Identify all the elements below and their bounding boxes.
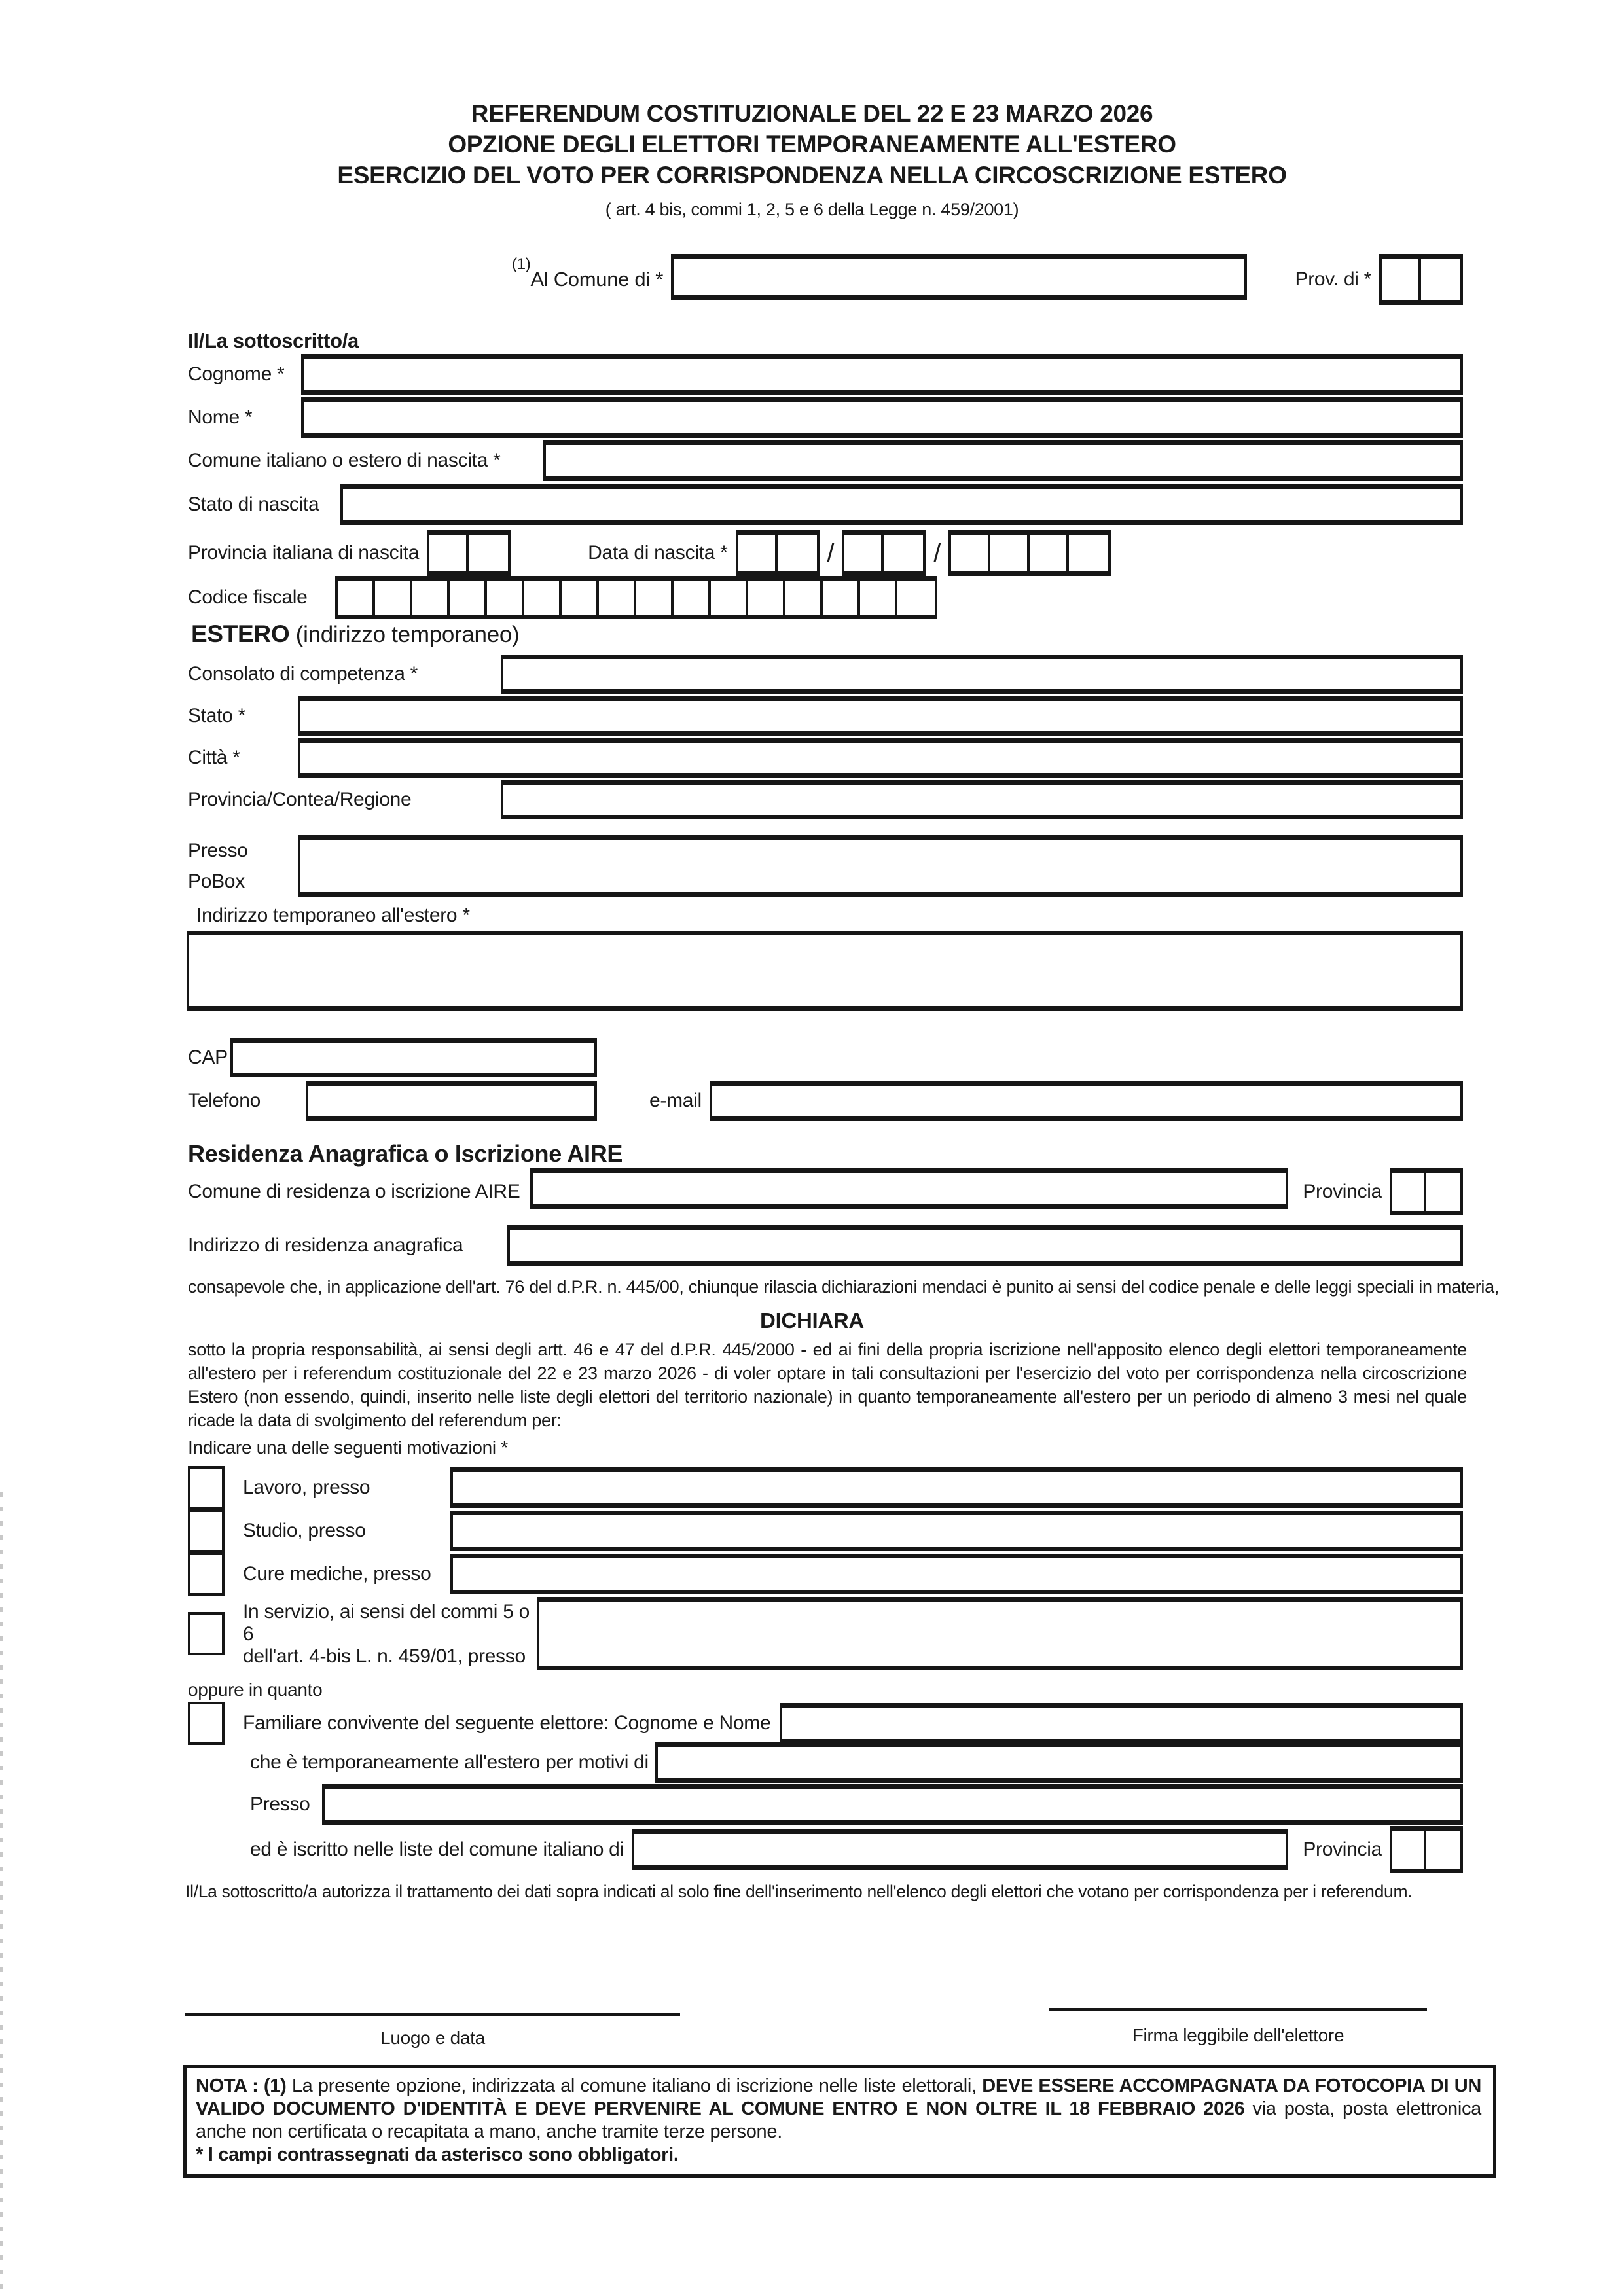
prov-di-label: Prov. di * — [1295, 268, 1371, 290]
luogo-data-label: Luogo e data — [380, 2028, 485, 2048]
familiare-checkbox[interactable] — [188, 1702, 225, 1745]
motivazioni-intro: Indicare una delle seguenti motivazioni * — [188, 1437, 508, 1458]
stato-nascita-label: Stato di nascita — [188, 493, 319, 515]
estero-provincia-input[interactable] — [501, 780, 1463, 819]
cure-mediche-checkbox[interactable] — [188, 1552, 225, 1596]
studio-label: Studio, presso — [243, 1520, 366, 1541]
estero-provincia-label: Provincia/Contea/Regione — [188, 789, 412, 810]
char-cell[interactable] — [1392, 1831, 1426, 1869]
in-servizio-label-line2: dell'art. 4-bis L. n. 459/01, presso — [243, 1645, 526, 1667]
dichiarazione-text: sotto la propria responsabilità, ai sensi degli artt. 46 e 47 del d.P.R. 445/2000 - ed ai fini della propria iscrizione nell'apposito elenco degli elettori temporaneamente all'estero per i referendum costituzionale del 22 e 23 marzo 2026 - di voler optare in tali consultazioni per l'esercizio del voto per corrispondenza nella circoscrizione Estero (non essendo, quindi, inserito nelle liste degli elettori del territorio nazionale) in quanto temporaneamente all'estero per un periodo di almeno 3 mesi nel quale ricade la data di svolgimento del referendum per: — [188, 1340, 1467, 1430]
estero-stato-input[interactable] — [298, 696, 1463, 736]
in-servizio-label-line1: In servizio, ai sensi del commi 5 o 6 — [243, 1601, 530, 1645]
title-line-2: OPZIONE DEGLI ELETTORI TEMPORANEAMENTE ALL'ESTERO — [448, 131, 1176, 158]
iscritto-label: ed è iscritto nelle liste del comune italiano di — [250, 1839, 624, 1860]
char-cell[interactable] — [636, 581, 674, 615]
in-servizio-input[interactable] — [537, 1597, 1463, 1670]
nota-mandatory-fields: * I campi contrassegnati da asterisco sono obbligatori. — [196, 2144, 679, 2165]
comune-residenza-input[interactable] — [530, 1168, 1288, 1209]
char-cell[interactable] — [860, 581, 897, 615]
residenza-provincia-cells[interactable] — [1390, 1168, 1463, 1215]
char-cell[interactable] — [338, 581, 375, 615]
lavoro-input[interactable] — [450, 1467, 1463, 1508]
nota-bold-1: NOTA : (1) — [196, 2075, 287, 2096]
indirizzo-estero-label: Indirizzo temporaneo all'estero * — [196, 905, 470, 926]
iscritto-comune-input[interactable] — [632, 1829, 1288, 1870]
provincia-nascita-cells[interactable] — [427, 530, 511, 576]
presso-label: Presso — [188, 839, 248, 861]
char-cell[interactable] — [562, 581, 599, 615]
familiare-label: Familiare convivente del seguente elettore: Cognome e Nome — [243, 1712, 771, 1734]
consolato-input[interactable] — [501, 655, 1463, 694]
char-cell[interactable] — [785, 581, 823, 615]
familiare-cognome-nome-input[interactable] — [780, 1703, 1463, 1744]
comune-input[interactable] — [671, 254, 1247, 300]
char-cell[interactable] — [844, 535, 884, 571]
scan-edge-artifact — [0, 1492, 3, 2291]
data-nascita-giorno-cells[interactable] — [736, 530, 820, 576]
char-cell[interactable] — [469, 535, 508, 571]
telefono-input[interactable] — [306, 1081, 597, 1121]
char-cell[interactable] — [450, 581, 487, 615]
char-cell[interactable] — [599, 581, 636, 615]
char-cell[interactable] — [1426, 1173, 1460, 1211]
nome-input[interactable] — [301, 397, 1463, 438]
char-cell[interactable] — [1426, 1831, 1460, 1869]
prov-di-cells[interactable] — [1379, 254, 1463, 305]
nota-text-1: La presente opzione, indirizzata al comune italiano di iscrizione nelle liste elettorali, — [286, 2075, 983, 2096]
comune-residenza-label: Comune di residenza o iscrizione AIRE — [188, 1181, 520, 1202]
studio-input[interactable] — [450, 1511, 1463, 1551]
footnote-superscript: (1) — [512, 255, 531, 273]
in-servizio-checkbox[interactable] — [188, 1612, 225, 1655]
nome-label: Nome * — [188, 406, 253, 428]
premessa-text: consapevole che, in applicazione dell'art. 76 del d.P.R. n. 445/00, chiunque rilascia dichiarazioni mendaci è punito ai sensi del codice penale e delle leggi speciali in materia, — [188, 1277, 1500, 1297]
date-separator: / — [933, 538, 941, 567]
subscriber-heading: Il/La sottoscritto/a — [188, 329, 359, 352]
nota-bold-2: DEVE ESSERE ACCOMPAGNATA DA FOTOCOPIA DI UN VALIDO DOCUMENTO D'IDENTITÀ E DEVE PERVENIRE AL COMUNE ENTRO E NON OLTRE IL 18 FEBBRAIO 2026 — [196, 2075, 1481, 2119]
familiare-presso-label: Presso — [250, 1793, 310, 1815]
estero-stato-label: Stato * — [188, 705, 245, 726]
estero-motivi-input[interactable] — [655, 1742, 1463, 1783]
cognome-label: Cognome * — [188, 363, 285, 385]
data-nascita-label: Data di nascita * — [588, 542, 728, 564]
residenza-provincia-label: Provincia — [1303, 1181, 1382, 1202]
date-separator: / — [827, 538, 835, 567]
char-cell[interactable] — [1069, 535, 1108, 571]
char-cell[interactable] — [823, 581, 860, 615]
privacy-text: Il/La sottoscritto/a autorizza il trattamento dei dati sopra indicati al solo fine dell'inserimento nell'elenco degli elettori che votano per corrispondenza per i referendum. — [185, 1882, 1413, 1901]
nota-text-2: via posta, posta elettronica anche non certificata o recapitata a mano, anche tramite terze persone. — [196, 2098, 1482, 2142]
luogo-data-line[interactable] — [185, 2013, 680, 2016]
oppure-text: oppure in quanto — [188, 1679, 323, 1700]
char-cell[interactable] — [990, 535, 1030, 571]
cure-mediche-label: Cure mediche, presso — [243, 1563, 431, 1585]
char-cell[interactable] — [951, 535, 990, 571]
char-cell[interactable] — [1392, 1173, 1426, 1211]
firma-label: Firma leggibile dell'elettore — [1132, 2025, 1344, 2045]
char-cell[interactable] — [884, 535, 923, 571]
title-line-3: ESERCIZIO DEL VOTO PER CORRISPONDENZA NELLA CIRCOSCRIZIONE ESTERO — [337, 162, 1287, 188]
consolato-label: Consolato di competenza * — [188, 663, 418, 685]
char-cell[interactable] — [778, 535, 817, 571]
lavoro-checkbox[interactable] — [188, 1466, 225, 1509]
title-law-reference: ( art. 4 bis, commi 1, 2, 5 e 6 della Legge n. 459/2001) — [605, 200, 1019, 219]
email-input[interactable] — [710, 1081, 1463, 1121]
char-cell[interactable] — [1382, 259, 1421, 300]
nota-box — [183, 2065, 1496, 2178]
codice-fiscale-cells[interactable] — [335, 576, 937, 619]
char-cell[interactable] — [738, 535, 778, 571]
codice-fiscale-label: Codice fiscale — [188, 586, 308, 608]
cure-mediche-input[interactable] — [450, 1554, 1463, 1594]
data-nascita-mese-cells[interactable] — [842, 530, 926, 576]
presso-pobox-input[interactable] — [298, 835, 1463, 897]
char-cell[interactable] — [412, 581, 450, 615]
data-nascita-anno-cells[interactable] — [948, 530, 1111, 576]
char-cell[interactable] — [375, 581, 412, 615]
char-cell[interactable] — [897, 581, 935, 615]
cap-input[interactable] — [230, 1038, 597, 1077]
familiare-presso-input[interactable] — [322, 1784, 1463, 1825]
comune-nascita-label: Comune italiano o estero di nascita * — [188, 450, 501, 471]
comune-nascita-input[interactable] — [543, 440, 1463, 481]
indirizzo-residenza-label: Indirizzo di residenza anagrafica — [188, 1234, 463, 1256]
char-cell[interactable] — [711, 581, 748, 615]
telefono-label: Telefono — [188, 1090, 261, 1111]
pobox-label: PoBox — [188, 870, 245, 892]
char-cell[interactable] — [748, 581, 785, 615]
cap-label: CAP — [188, 1047, 228, 1068]
email-label: e-mail — [649, 1090, 702, 1111]
addressee-label: (1) Al Comune di * — [512, 255, 664, 291]
dichiara-heading: DICHIARA — [760, 1308, 864, 1333]
char-cell[interactable] — [674, 581, 711, 615]
firma-line[interactable] — [1049, 2008, 1427, 2011]
stato-nascita-input[interactable] — [340, 484, 1463, 525]
char-cell[interactable] — [1030, 535, 1069, 571]
cognome-input[interactable] — [301, 354, 1463, 395]
residenza-heading: Residenza Anagrafica o Iscrizione AIRE — [188, 1140, 623, 1167]
title-line-1: REFERENDUM COSTITUZIONALE DEL 22 E 23 MARZO 2026 — [471, 100, 1153, 127]
char-cell[interactable] — [524, 581, 562, 615]
estero-citta-label: Città * — [188, 747, 240, 768]
indirizzo-estero-input[interactable] — [187, 931, 1463, 1011]
provincia-nascita-label: Provincia italiana di nascita — [188, 542, 420, 564]
estero-citta-input[interactable] — [298, 738, 1463, 778]
studio-checkbox[interactable] — [188, 1509, 225, 1552]
estero-heading: ESTERO (indirizzo temporaneo) — [191, 620, 520, 647]
char-cell[interactable] — [1421, 259, 1460, 300]
estero-motivi-label: che è temporaneamente all'estero per motivi di — [250, 1751, 649, 1773]
iscritto-provincia-label: Provincia — [1303, 1839, 1382, 1860]
form-title — [0, 98, 1624, 220]
indirizzo-residenza-input[interactable] — [507, 1225, 1463, 1266]
char-cell[interactable] — [487, 581, 524, 615]
iscritto-provincia-cells[interactable] — [1390, 1826, 1463, 1873]
char-cell[interactable] — [429, 535, 469, 571]
lavoro-label: Lavoro, presso — [243, 1477, 370, 1498]
